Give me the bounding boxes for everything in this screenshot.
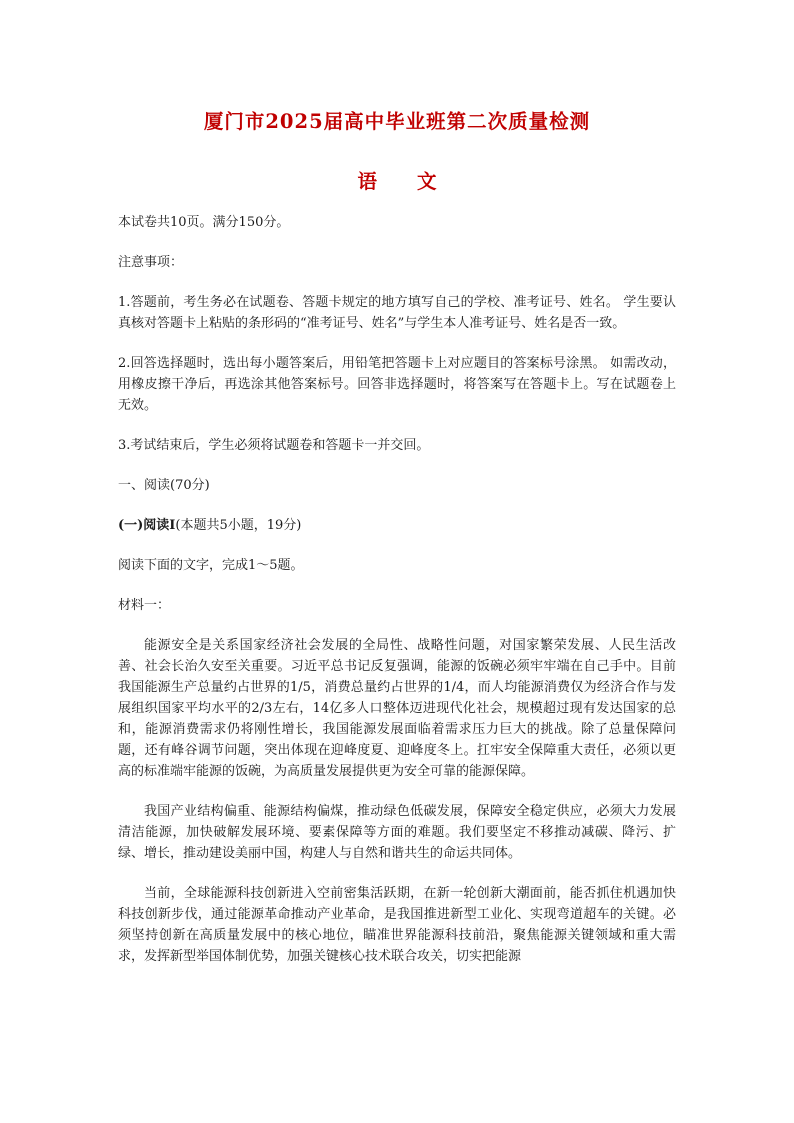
subject-title [0,166,794,194]
subsection-info: (本题共5小题，19分) [175,518,302,533]
notice-heading: 注意事项： [118,255,184,270]
notice-item-3: 3.考试结束后，学生必须将试题卷和答题卡一并交回。 [118,438,430,453]
reading-instruction: 阅读下面的文字，完成1～5题。 [118,558,304,573]
subject-char-1: 语 [357,170,377,193]
notice-item-2: 2.回答选择题时，选出每小题答案后，用铅笔把答题卡上对应题目的答案标号涂黑。 如需改动，用橡皮擦干净后，再选涂其他答案标号。回答非选择题时，将答案写在答题卡上。写在试题卷上无效。 [118,356,676,413]
exam-title: 厦门市2025届高中毕业班第二次质量检测 [203,110,591,133]
subject-char-2: 文 [417,170,437,193]
material-paragraph-1: 能源安全是关系国家经济社会发展的全局性、战略性问题，对国家繁荣发展、人民生活改善、社会长治久安至关重要。习近平总书记反复强调，能源的饭碗必须牢牢端在自己手中。目前我国能源生产总量约占世界的1/5，消费总量约占世界的1/4，而人均能源消费仅为经济合作与发展组织国家平均水平的2/3左右，14亿多人口整体迈进现代化社会，规模超过现有发达国家的总和，能源消费需求仍将刚性增长，我国能源发展面临着需求压力巨大的挑战。除了总量保障问题，还有峰谷调节问题，突出体现在迎峰度夏、迎峰度冬上。扛牢安全保障重大责任，必须以更高的标准端牢能源的饭碗，为高质量发展提供更为安全可靠的能源保障。 [118,638,676,779]
material-paragraph-2: 我国产业结构偏重、能源结构偏煤，推动绿色低碳发展，保障安全稳定供应，必须大力发展清洁能源，加快破解发展环境、要素保障等方面的难题。我们要坚定不移推动减碳、降污、扩绿、增长，推动建设美丽中国，构建人与自然和谐共生的命运共同体。 [118,804,676,861]
subsection-label: (一)阅读Ⅰ [118,518,176,533]
subsection-heading [118,515,676,536]
material-label: 材料一： [118,598,171,613]
section-heading: 一、阅读(70分) [118,478,210,493]
material-paragraph-3: 当前，全球能源科技创新进入空前密集活跃期，在新一轮创新大潮面前，能否抓住机遇加快科技创新步伐，通过能源革命推动产业革命，是我国推进新型工业化、实现弯道超车的关键。必须坚持创新在高质量发展中的核心地位，瞄准世界能源科技前沿，聚焦能源关键领域和重大需求，发挥新型举国体制优势，加强关键核心技术联合攻关，切实把能源 [118,886,676,964]
exam-body [118,212,676,986]
pages-info: 本试卷共10页。满分150分。 [118,215,290,230]
notice-item-1: 1.答题前，考生务必在试题卷、答题卡规定的地方填写自己的学校、准考证号、姓名。 学生要认真核对答题卡上粘贴的条形码的“准考证号、姓名”与学生本人准考证号、姓名是否一致。 [118,295,676,331]
